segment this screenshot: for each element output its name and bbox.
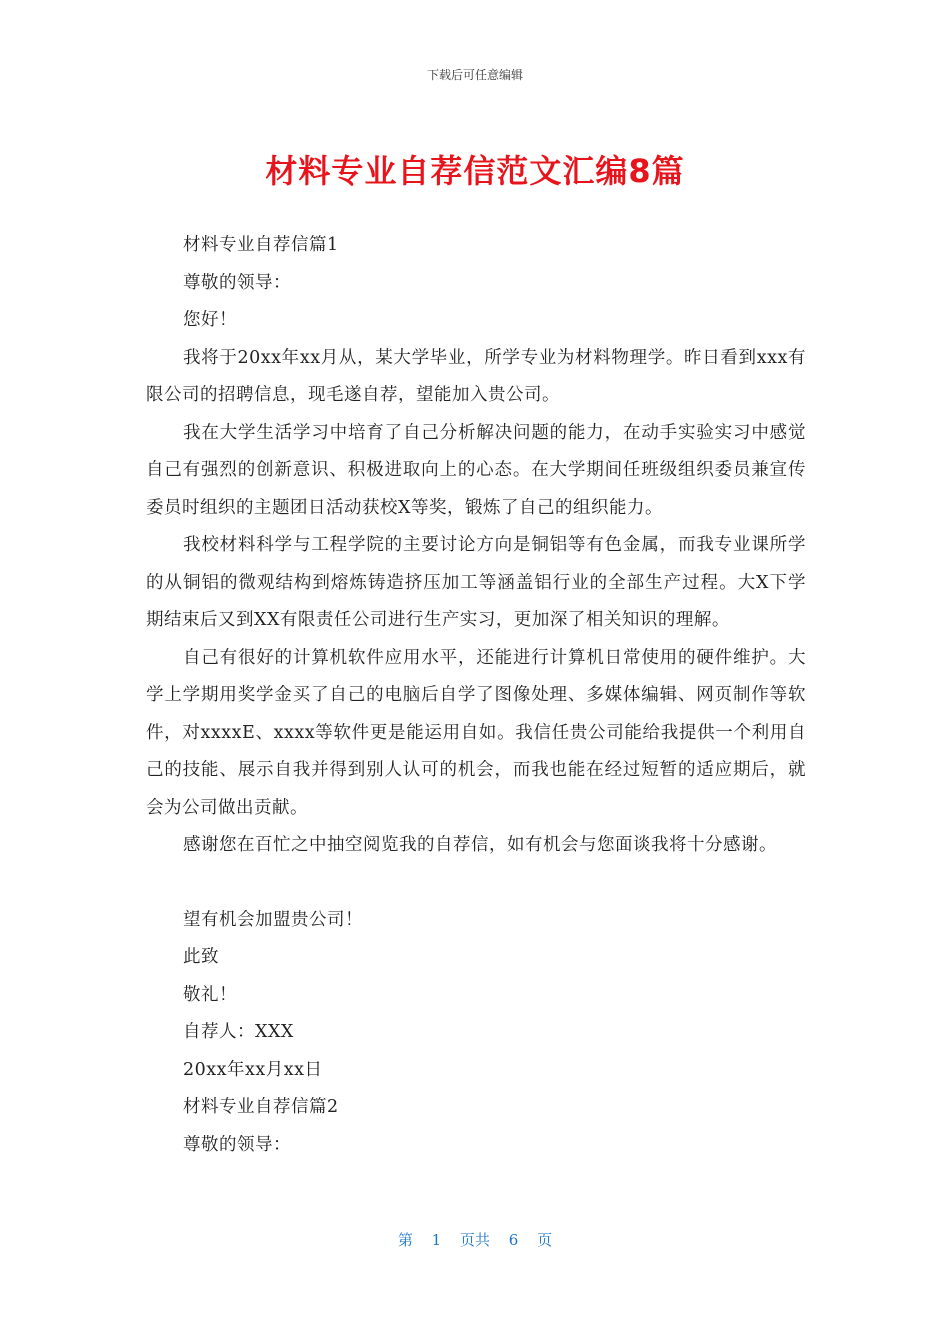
letter1-signer: 自荐人：XXX xyxy=(183,1022,294,1042)
spacer xyxy=(146,865,806,902)
letter1-salutation: 尊敬的领导： xyxy=(183,272,291,293)
letter1-paragraph-5: 感谢您在百忙之中抽空阅览我的自荐信，如有机会与您面谈我将十分感谢。 xyxy=(183,835,777,855)
letter1-closing-2: 此致 xyxy=(183,947,219,967)
letter1-paragraph-4: 自己有很好的计算机软件应用水平，还能进行计算机日常使用的硬件维护。大学上学期用奖学金买了自己的电脑后自学了图像处理、多媒体编辑、网页制作等软件，对xxxxE、xxxx等软件更是能运用自如。我信任贵公司能给我提供一个利用自己的技能、展示自我并得到别人认可的机会，而我也能在经过短暂的适应期后，就会为公司做出贡献。 xyxy=(146,647,806,818)
page-footer: 第 1 页共 6 页 xyxy=(397,1231,553,1249)
letter1-closing-3: 敬礼！ xyxy=(183,984,237,1005)
letter1-date: 20xx年xx月xx日 xyxy=(183,1059,323,1080)
letter1-greeting: 您好！ xyxy=(183,310,237,330)
letter2-salutation: 尊敬的领导： xyxy=(183,1134,291,1155)
letter1-paragraph-3: 我校材料科学与工程学院的主要讨论方向是铜铝等有色金属，而我专业课所学的从铜铝的微观结构到熔炼铸造挤压加工等涵盖铝行业的全部生产过程。大X下学期结束后又到XX有限责任公司进行生产实习，更加深了相关知识的理解。 xyxy=(146,535,806,630)
header-note: 下载后可任意编辑 xyxy=(426,68,523,82)
letter1-paragraph-2: 我在大学生活学习中培育了自己分析解决问题的能力，在动手实验实习中感觉自己有强烈的创新意识、积极进取向上的心态。在大学期间任班级组织委员兼宣传委员时组织的主题团日活动获校X等奖，锻炼了自己的组织能力。 xyxy=(146,422,806,518)
letter1-paragraph-1: 我将于20xx年xx月从，某大学毕业，所学专业为材料物理学。昨日看到xxx有限公司的招聘信息，现毛遂自荐，望能加入贵公司。 xyxy=(146,347,806,405)
letter1-heading: 材料专业自荐信篇1 xyxy=(183,235,339,255)
document-title: 材料专业自荐信范文汇编8篇 xyxy=(265,152,685,190)
document-body xyxy=(146,227,806,1164)
letter1-closing-1: 望有机会加盟贵公司！ xyxy=(183,909,363,930)
letter2-heading: 材料专业自荐信篇2 xyxy=(183,1097,339,1117)
